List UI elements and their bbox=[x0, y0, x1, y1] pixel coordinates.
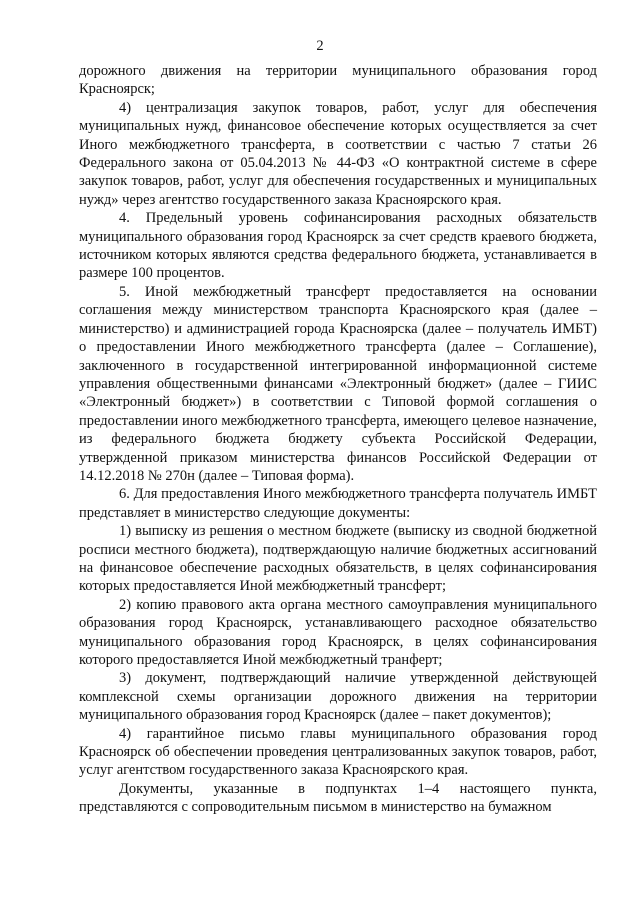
paragraph-8: 3) документ, подтверждающий наличие утвержденной действующей комплексной схемы организации дорожного движения на территории муниципального образования город Красноярск (далее – пакет документов); bbox=[79, 670, 597, 724]
paragraph-5: 6. Для предоставления Иного межбюджетного трансферта получатель ИМБТ представляет в министерство следующие документы: bbox=[79, 486, 597, 521]
paragraph-10: Документы, указанные в подпунктах 1–4 настоящего пункта, представляются с сопроводительным письмом в министерство на бумажном bbox=[79, 780, 597, 816]
paragraph-6: 1) выписку из решения о местном бюджете (выписку из сводной бюджетной росписи местного бюджета), подтверждающую наличие бюджетных ассигнований на финансовое обеспечение расходных обязательств, в целях софинансирования которых предоставляется Иной межбюджетный трансферт; bbox=[79, 523, 597, 595]
paragraph-9: 4) гарантийное письмо главы муниципального образования город Красноярск об обеспечении проведения централизованных закупок товаров, работ, услуг агентством государственного заказа Красноярского края. bbox=[79, 725, 597, 779]
document-body bbox=[79, 62, 597, 817]
paragraph-4: 5. Иной межбюджетный трансферт предоставляется на основании соглашения между министерством транспорта Красноярского края (далее – министерство) и администрацией города Красноярска (далее – получатель ИМБТ) о предоставлении Иного межбюджетного трансферта (далее – Соглашение), заключенного в государственной интегрированной информационной системе управления общественными финансами «Электронный бюджет» (далее – ГИИС «Электронный бюджет») в соответствии с Типовой формой соглашения о предоставлении иного межбюджетного трансферта, имеющего целевое назначение, из федерального бюджета бюджету субъекта Российской Федерации, утвержденной приказом министерства финансов Российской Федерации от 14.12.2018 № 270н (далее – Типовая форма). bbox=[79, 283, 597, 484]
page-number: 2 bbox=[316, 38, 324, 54]
paragraph-2: 4) централизация закупок товаров, работ, услуг для обеспечения муниципальных нужд, финансовое обеспечение которых осуществляется за счет Иного межбюджетного трансферта, в соответствии с частью 7 статьи 26 Федерального закона от 05.04.2013 № 44-ФЗ «О контрактной системе в сфере закупок товаров, работ, услуг для обеспечения государственных и муниципальных нужд» через агентство государственного заказа Красноярского края. bbox=[79, 99, 597, 208]
paragraph-1: дорожного движения на территории муниципального образования город Красноярск; bbox=[79, 63, 597, 98]
paragraph-7: 2) копию правового акта органа местного самоуправления муниципального образования город Красноярск, устанавливающего расходное обязательство муниципального образования город Красноярск, в целях софинансирования которого предоставляется Иной межбюджетный транферт; bbox=[79, 596, 597, 668]
paragraph-3: 4. Предельный уровень софинансирования расходных обязательств муниципального образования город Красноярск за счет средств краевого бюджета, источником которых являются средства федерального бюджета, устанавливается в размере 100 процентов. bbox=[79, 210, 597, 282]
